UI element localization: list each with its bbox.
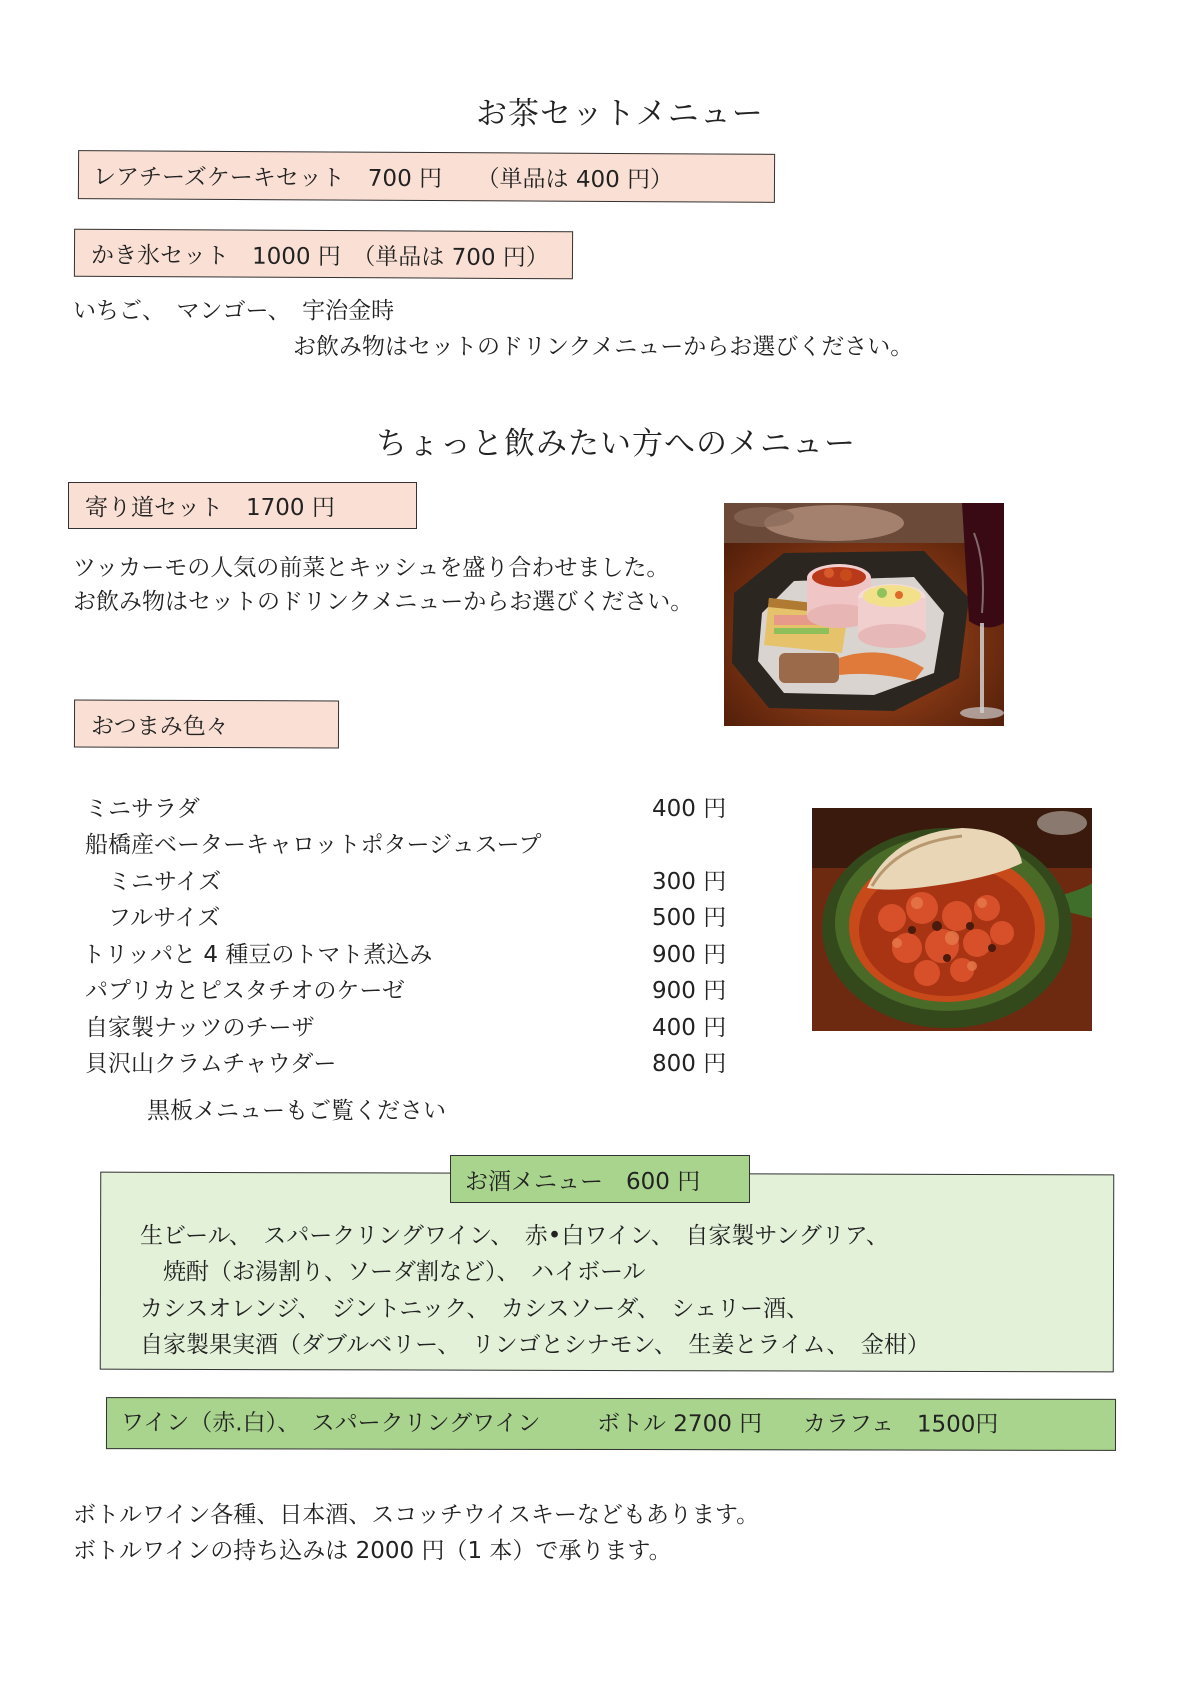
wine-bottle-price: ボトル 2700 円 [596, 1410, 763, 1438]
sake-line-3: カシスオレンジ、 ジントニック、 カシスソーダ、 シェリー酒、 [140, 1296, 809, 1322]
footer-line-2: ボトルワインの持ち込みは 2000 円（1 本）で承ります。 [73, 1538, 672, 1564]
wine-bar [106, 1397, 1116, 1451]
sake-menu-label: お酒メニュー 600 円 [450, 1155, 750, 1203]
yorimichi-description-2: お飲み物はセットのドリンクメニューからお選びください。 [73, 589, 694, 615]
wine-label: ワイン（赤.白）、 スパークリングワイン [120, 1410, 541, 1437]
item-price: 400 円 [652, 796, 727, 822]
wine-carafe-price: カラフェ 1500円 [802, 1411, 999, 1438]
kakigori-flavors: いちご、 マンゴー、 宇治金時 [73, 298, 395, 324]
tea-menu-title: お茶セットメニュー [476, 96, 764, 132]
list-item: パプリカとピスタチオのケーゼ [85, 978, 405, 1004]
appetizer-plate-photo [724, 503, 1004, 726]
appetizer-plate-illustration [724, 503, 1004, 726]
drink-menu-title: ちょっと飲みたい方へのメニュー [376, 426, 856, 462]
list-item: トリッパと 4 種豆のトマト煮込み [82, 942, 433, 968]
otsumami-label: おつまみ色々 [74, 700, 339, 749]
list-item: 船橋産ベーターキャロットポタージュスープ [85, 832, 542, 858]
list-item: ミニサイズ [85, 869, 222, 895]
sake-line-2: 焼酎（お湯割り、ソーダ割など）、 ハイボール [140, 1259, 646, 1285]
yorimichi-set-label: 寄り道セット 1700 円 [68, 482, 417, 529]
tripe-stew-photo [812, 808, 1092, 1031]
list-item: フルサイズ [85, 905, 221, 931]
list-item: 貝沢山クラムチャウダー [85, 1051, 337, 1077]
list-item: ミニサラダ [85, 796, 200, 822]
list-item: 自家製ナッツのチーザ [85, 1015, 315, 1041]
tea-drink-note: お飲み物はセットのドリンクメニューからお選びください。 [293, 334, 914, 360]
tripe-stew-illustration [812, 808, 1092, 1031]
item-price: 900 円 [652, 978, 727, 1004]
kakigori-set-label: かき氷セット 1000 円 （単品は 700 円） [74, 229, 573, 280]
sake-line-1: 生ビール、 スパークリングワイン、 赤•白ワイン、 自家製サングリア、 [140, 1223, 889, 1249]
blackboard-note: 黒板メニューもご覧ください [147, 1098, 446, 1124]
cheesecake-set-label: レアチーズケーキセット 700 円 （単品は 400 円） [78, 150, 775, 203]
item-price: 300 円 [652, 869, 727, 895]
item-price: 900 円 [652, 942, 727, 968]
item-price: 400 円 [652, 1015, 727, 1041]
footer-line-1: ボトルワイン各種、日本酒、スコッチウイスキーなどもあります。 [73, 1502, 760, 1528]
sake-line-4: 自家製果実酒（ダブルベリー、 リンゴとシナモン、 生姜とライム、 金柑） [140, 1332, 930, 1358]
yorimichi-description-1: ツッカーモの人気の前菜とキッシュを盛り合わせました。 [73, 555, 670, 581]
item-price: 800 円 [652, 1051, 727, 1077]
item-price: 500 円 [652, 905, 727, 931]
